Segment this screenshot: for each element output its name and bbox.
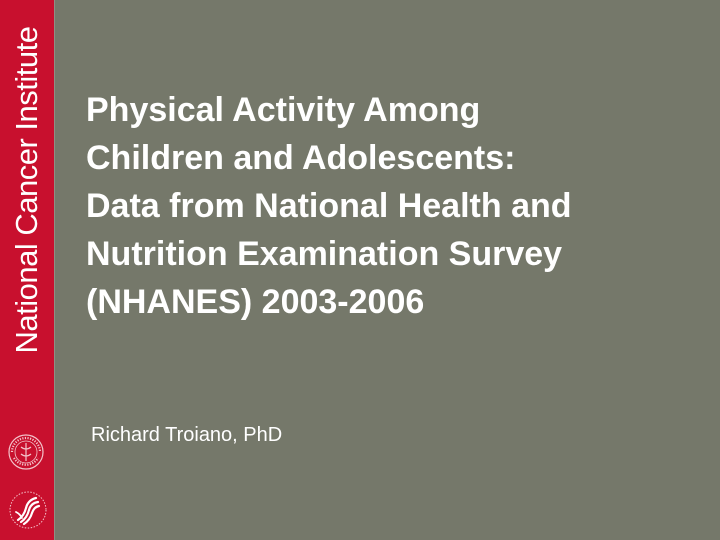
author-name: Richard Troiano, PhD [91,424,283,446]
nih-seal-icon [8,434,44,470]
slide-title: Physical Activity Among Children and Adolescents: Data from National Health and Nutrition Examination Survey (NHANES) 2003-2006 [86,91,572,321]
hhs-eagle-icon [8,490,48,530]
sidebar-divider [54,0,55,540]
brand-sidebar [0,0,54,540]
brand-name: National Cancer Institute [9,26,44,354]
